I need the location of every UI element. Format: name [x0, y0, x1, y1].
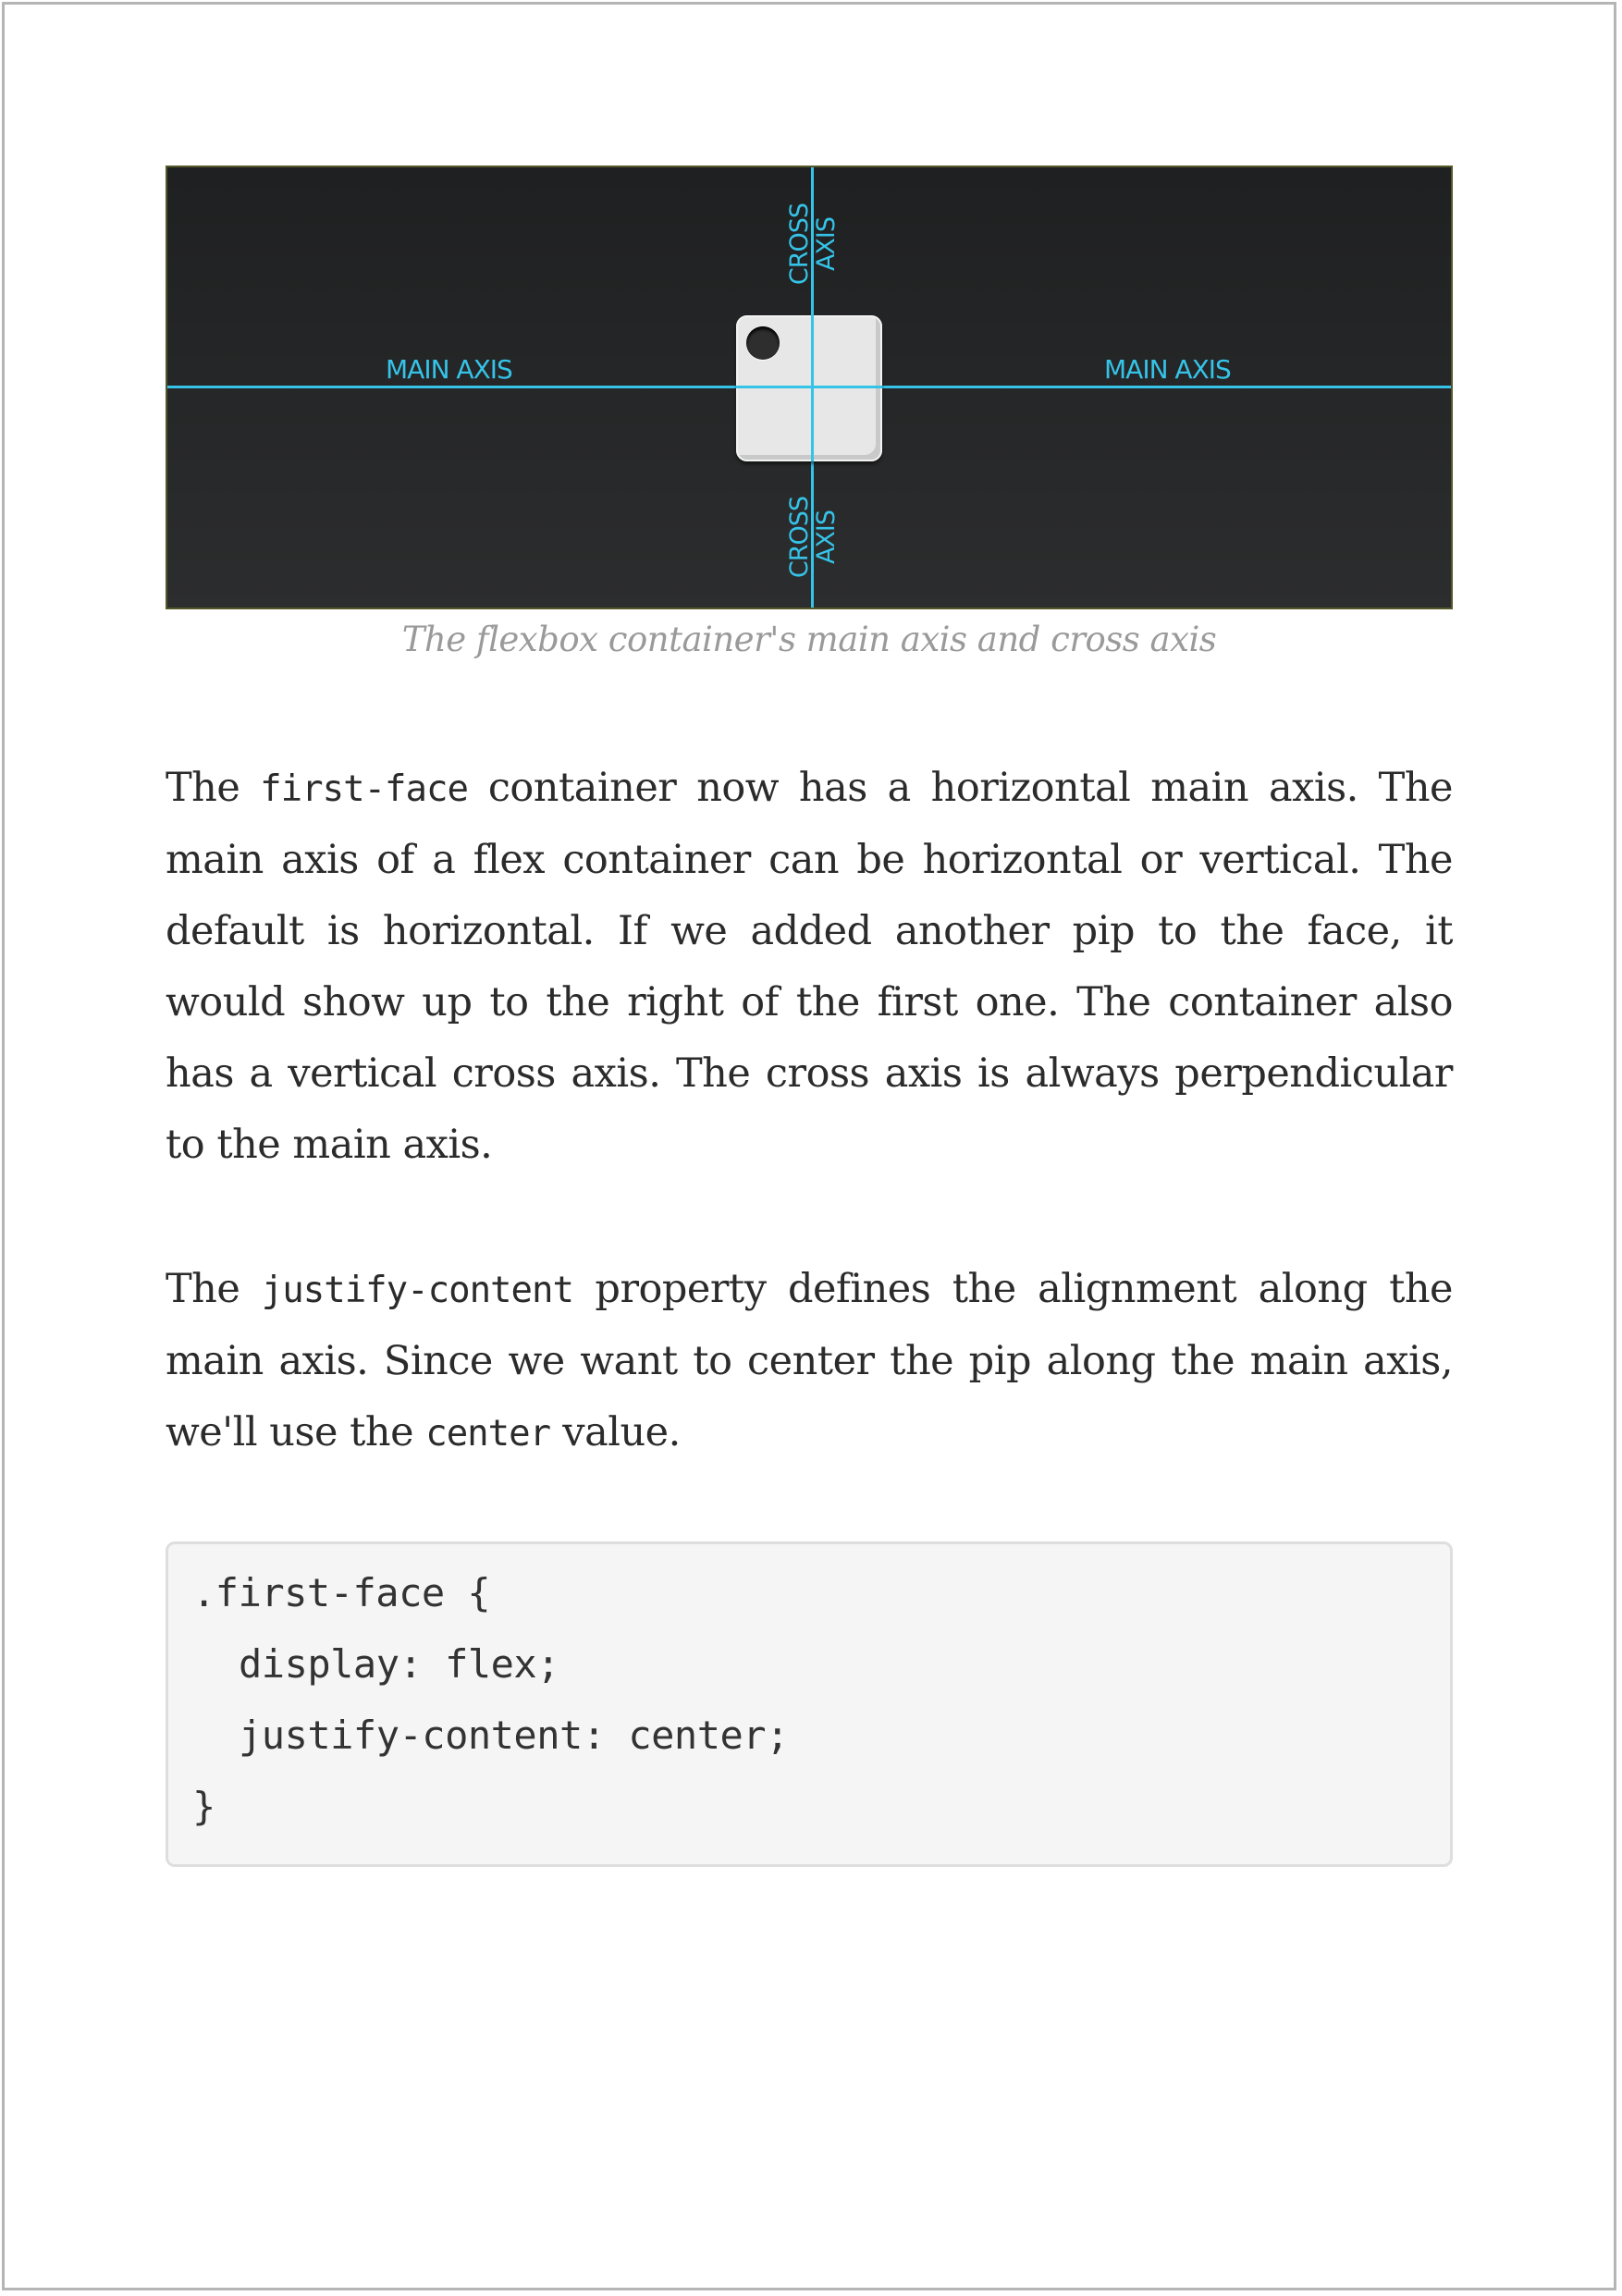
- cross-axis-label-bottom: CROSS AXIS: [785, 496, 841, 579]
- pip: [746, 326, 780, 360]
- cross-axis-line-over-die: [811, 315, 814, 461]
- flexbox-axis-figure: [166, 166, 1453, 609]
- paragraph-main-axis: [166, 753, 1453, 1181]
- paragraph2-text-c: value.: [550, 1409, 681, 1455]
- inline-code-center: center: [425, 1413, 551, 1455]
- code-line: display: flex;: [239, 1641, 560, 1687]
- code-line: }: [192, 1784, 215, 1829]
- figure-caption: The flexbox container's main axis and cross axis: [401, 620, 1217, 659]
- css-code-block: [166, 1541, 1453, 1867]
- paragraph-justify-content: [166, 1254, 1453, 1469]
- main-axis-label-right: MAIN AXIS: [1104, 354, 1231, 385]
- code-line: .first-face {: [192, 1570, 491, 1615]
- paragraph2-text-a: The: [166, 1266, 262, 1312]
- paragraph1-text-b: container now has a horizontal main axis. The main axis of a flex container can be horizontal or vertical. The default is horizontal. If we added another pip to the face, it would show up to the right of the first one. The container also has a vertical cross axis. The cross axis is always perpendicular to the main axis.: [166, 765, 1453, 1168]
- inline-code-first-face: first-face: [260, 768, 468, 810]
- cross-axis-label-top: CROSS AXIS: [785, 203, 841, 286]
- main-axis-label-left: MAIN AXIS: [386, 354, 512, 385]
- inline-code-justify-content: justify-content: [261, 1270, 573, 1311]
- die-face: [736, 315, 882, 461]
- code-line: justify-content: center;: [239, 1713, 789, 1758]
- main-axis-line-over-die: [736, 386, 882, 388]
- paragraph2-text-b: property defines the alignment along the main axis. Since we want to center the pip along the main axis, we'll use the: [166, 1266, 1453, 1455]
- paragraph1-text-a: The: [166, 765, 261, 811]
